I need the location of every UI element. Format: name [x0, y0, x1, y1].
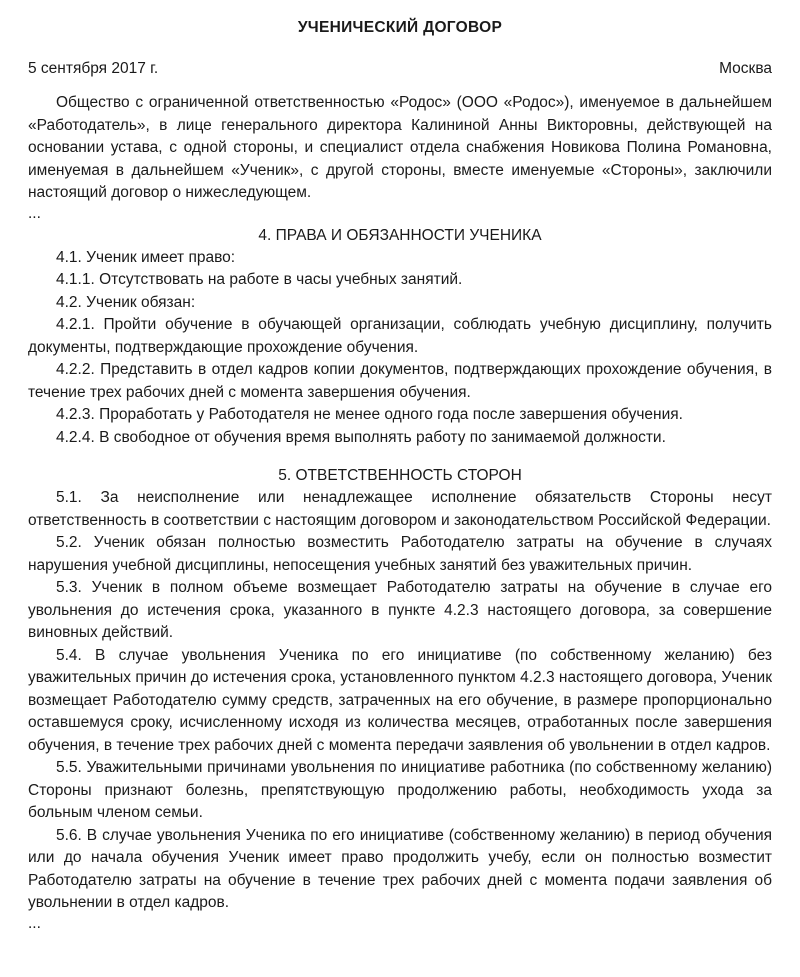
section-4-title: 4. ПРАВА И ОБЯЗАННОСТИ УЧЕНИКА	[258, 226, 542, 244]
document-date: 5 сентября 2017 г.	[28, 60, 159, 77]
clause-5-4: 5.4. В случае увольнения Ученика по его инициативе (по собственному желанию) без уважительных причин до истечения срока, установленного пунктом 4.2.3 настоящего договора, Ученик возмещает Работодателю сумму средств, затраченных на его обучение, в размере пропорционально оставшемуся сроку, исчисленному исходя из количества месяцев, отработанных после завершения обучения, в течение трех рабочих дней с момента передачи заявления об увольнении в отдел кадров.	[28, 646, 772, 754]
document-meta	[28, 58, 772, 80]
document-title: УЧЕНИЧЕСКИЙ ДОГОВОР	[297, 19, 503, 36]
clause-5-3: 5.3. Ученик в полном объеме возмещает Работодателю затраты на обучение в случае его увольнения до истечения срока, указанного в пункте 4.2.3 настоящего договора, за совершение виновных действий.	[28, 579, 772, 641]
closing-ellipsis: ...	[28, 914, 41, 932]
clause-4-1-1: 4.1.1. Отсутствовать на работе в часы учебных занятий.	[56, 271, 463, 288]
clause-4-2-1: 4.2.1. Пройти обучение в обучающей организации, соблюдать учебную дисциплину, получить документы, подтверждающие прохождение обучения.	[28, 316, 772, 356]
clause-5-2: 5.2. Ученик обязан полностью возместить Работодателю затраты на обучение в случаях нарушения учебной дисциплины, непосещения учебных занятий без уважительных причин.	[28, 534, 772, 574]
clause-4-2: 4.2. Ученик обязан:	[56, 293, 196, 311]
omission-ellipsis: ...	[28, 204, 41, 222]
document-city: Москва	[719, 60, 772, 77]
clause-5-6: 5.6. В случае увольнения Ученика по его инициативе (собственному желанию) в период обучения или до начала обучения Ученик имеет право продолжить учебу, если он полностью возместит Работодателю затраты на обучение в течение трех рабочих дней с момента подачи заявления об увольнении в отдел кадров.	[28, 826, 772, 911]
clause-4-2-4: 4.2.4. В свободное от обучения время выполнять работу по занимаемой должности.	[56, 428, 666, 446]
clause-4-2-3: 4.2.3. Проработать у Работодателя не менее одного года после завершения обучения.	[56, 406, 683, 423]
clause-5-1: 5.1. За неисполнение или ненадлежащее исполнение обязательств Стороны несут ответственность в соответствии с настоящим договором и законодательством Российской Федерации.	[28, 489, 772, 529]
clause-4-2-2: 4.2.2. Представить в отдел кадров копии документов, подтверждающих прохождение обучения, в течение трех рабочих дней с момента завершения обучения.	[28, 361, 772, 401]
preamble-paragraph: Общество с ограниченной ответственностью «Родос» (ООО «Родос»), именуемое в дальнейшем «Работодатель», в лице генерального директора Калининой Анны Викторовны, действующей на основании устава, с одной стороны, и специалист отдела снабжения Новикова Полина Романовна, именуемая в дальнейшем «Ученик», с другой стороны, вместе именуемые «Стороны», заключили настоящий договор о нижеследующем.	[28, 94, 772, 201]
clause-4-1: 4.1. Ученик имеет право:	[56, 248, 236, 266]
section-5-title: 5. ОТВЕТСТВЕННОСТЬ СТОРОН	[278, 467, 522, 484]
section-gap	[28, 449, 772, 463]
clause-5-5: 5.5. Уважительными причинами увольнения по инициативе работника (по собственному желанию) Стороны признают болезнь, препятствующую продолжению работы, необходимость ухода за больным членом семьи.	[28, 759, 772, 821]
